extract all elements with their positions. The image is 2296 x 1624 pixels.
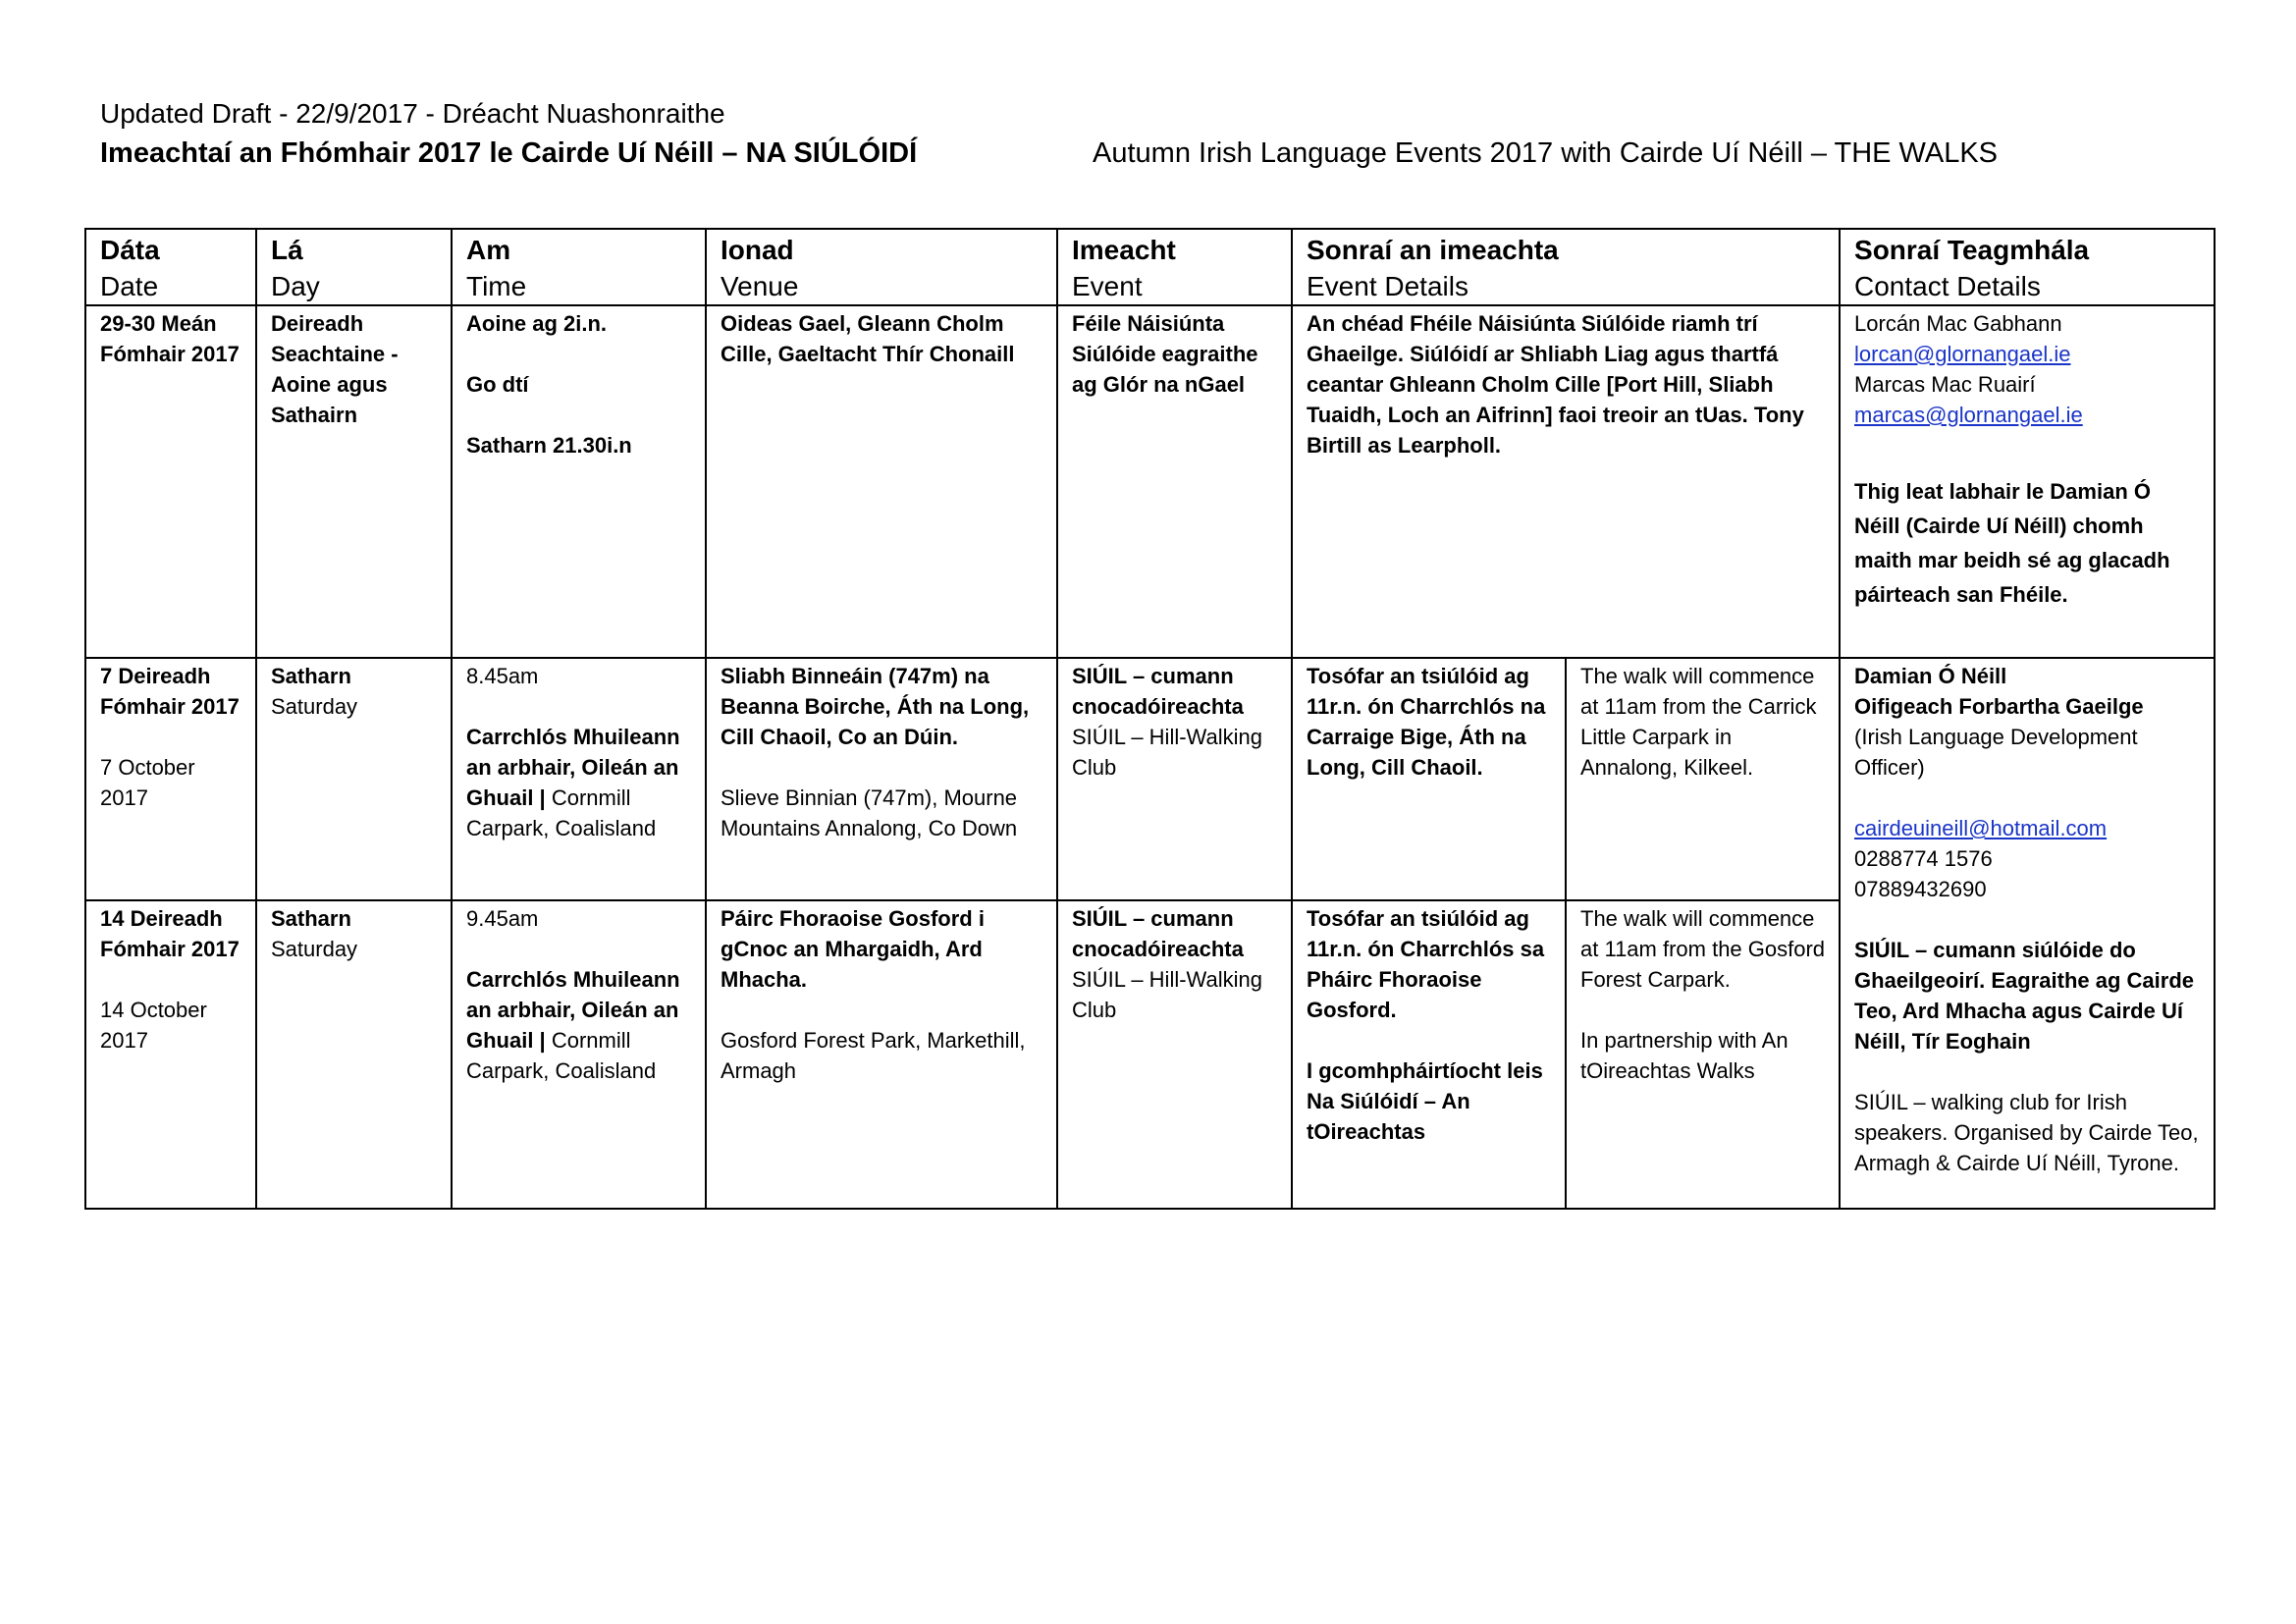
club-description-irish: SIÚIL – cumann siúlóide do Ghaeilgeoirí. Eagraithe ag Cairde Teo, Ard Mhacha agus Cairde Uí Néill, Tír Eoghain (1854, 938, 2195, 1054)
table-row (85, 658, 2215, 900)
contact-name: Lorcán Mac Gabhann (1854, 311, 2062, 336)
cell-date: 29-30 Meán Fómhair 2017 (85, 305, 256, 658)
cell-time: 9.45am Carrchlós Mhuileann an arbhair, Oileán an Ghuail | Cornmill Carpark, Coalisland (452, 900, 706, 1209)
cell-date: 14 Deireadh Fómhair 2017 14 October 2017 (85, 900, 256, 1209)
cell-day: Satharn Saturday (256, 658, 452, 900)
cell-event: SIÚIL – cumann cnocadóireachta SIÚIL – Hill-Walking Club (1057, 658, 1292, 900)
col-header-venue: Ionad Venue (706, 229, 1057, 305)
table-row (85, 305, 2215, 658)
cell-details: An chéad Fhéile Náisiúnta Siúlóide riamh trí Ghaeilge. Siúlóidí ar Shliabh Liag agus thartfá ceantar Ghleann Cholm Cille [Port Hill, Sliabh Tuaidh, Loch an Aifrinn] faoi treoir an tUas. Tony Birtill as Learpholl. (1292, 305, 1840, 658)
contact-title-english: (Irish Language Development Officer) (1854, 725, 2138, 780)
club-description-english: SIÚIL – walking club for Irish speakers. Organised by Cairde Teo, Armagh & Cairde Uí Néill, Tyrone. (1854, 1090, 2199, 1175)
contact-name: Marcas Mac Ruairí (1854, 372, 2036, 397)
col-header-contact: Sonraí Teagmhála Contact Details (1840, 229, 2215, 305)
contact-email-link[interactable]: lorcan@glornangael.ie (1854, 342, 2071, 366)
cell-time: 8.45am Carrchlós Mhuileann an arbhair, Oileán an Ghuail | Cornmill Carpark, Coalisland (452, 658, 706, 900)
draft-line: Updated Draft - 22/9/2017 - Dréacht Nuashonraithe (100, 98, 725, 129)
cell-event: SIÚIL – cumann cnocadóireachta SIÚIL – Hill-Walking Club (1057, 900, 1292, 1209)
cell-date: 7 Deireadh Fómhair 2017 7 October 2017 (85, 658, 256, 900)
cell-contact (1840, 658, 2215, 1209)
cell-details-irish: Tosófar an tsiúlóid ag 11r.n. ón Charrchlós sa Pháirc Fhoraoise Gosford. I gcomhpháirtíocht leis Na Siúlóidí – An tOireachtas (1292, 900, 1566, 1209)
contact-email-link[interactable]: marcas@glornangael.ie (1854, 403, 2083, 427)
cell-details-english: The walk will commence at 11am from the Carrick Little Carpark in Annalong, Kilkeel. (1566, 658, 1840, 900)
cell-details-irish: Tosófar an tsiúlóid ag 11r.n. ón Charrchlós na Carraige Bige, Áth na Long, Cill Chaoil. (1292, 658, 1566, 900)
title-irish: Imeachtaí an Fhómhair 2017 le Cairde Uí Néill – NA SIÚLÓIDÍ (100, 137, 918, 169)
cell-venue: Oideas Gael, Gleann Cholm Cille, Gaeltacht Thír Chonaill (706, 305, 1057, 658)
cell-details-english: The walk will commence at 11am from the Gosford Forest Carpark. In partnership with An tOireachtas Walks (1566, 900, 1840, 1209)
events-table (84, 228, 2216, 1210)
cell-day: Deireadh Seachtaine - Aoine agus Sathairn (256, 305, 452, 658)
cell-venue: Sliabh Binneáin (747m) na Beanna Boirche, Áth na Long, Cill Chaoil, Co an Dúin. Slieve Binnian (747m), Mourne Mountains Annalong, Co Down (706, 658, 1057, 900)
table-header-row (85, 229, 2215, 305)
contact-title-irish: Oifigeach Forbartha Gaeilge (1854, 694, 2144, 719)
col-header-event: Imeacht Event (1057, 229, 1292, 305)
cell-event: Féile Náisiúnta Siúlóide eagraithe ag Glór na nGael (1057, 305, 1292, 658)
contact-phone: 07889432690 (1854, 877, 1987, 901)
col-header-details: Sonraí an imeachta Event Details (1292, 229, 1840, 305)
cell-contact (1840, 305, 2215, 658)
cell-venue: Páirc Fhoraoise Gosford i gCnoc an Mhargaidh, Ard Mhacha. Gosford Forest Park, Markethill, Armagh (706, 900, 1057, 1209)
contact-email-link[interactable]: cairdeuineill@hotmail.com (1854, 816, 2108, 840)
col-header-date: Dáta Date (85, 229, 256, 305)
contact-phone: 0288774 1576 (1854, 846, 1993, 871)
col-header-day: Lá Day (256, 229, 452, 305)
title-english: Autumn Irish Language Events 2017 with Cairde Uí Néill – THE WALKS (1093, 137, 1999, 169)
col-header-time: Am Time (452, 229, 706, 305)
cell-day: Satharn Saturday (256, 900, 452, 1209)
cell-time: Aoine ag 2i.n. Go dtí Satharn 21.30i.n (452, 305, 706, 658)
contact-note: Thig leat labhair le Damian Ó Néill (Cairde Uí Néill) chomh maith mar beidh sé ag glacadh páirteach san Fhéile. (1854, 479, 2170, 607)
contact-name: Damian Ó Néill (1854, 664, 2007, 688)
